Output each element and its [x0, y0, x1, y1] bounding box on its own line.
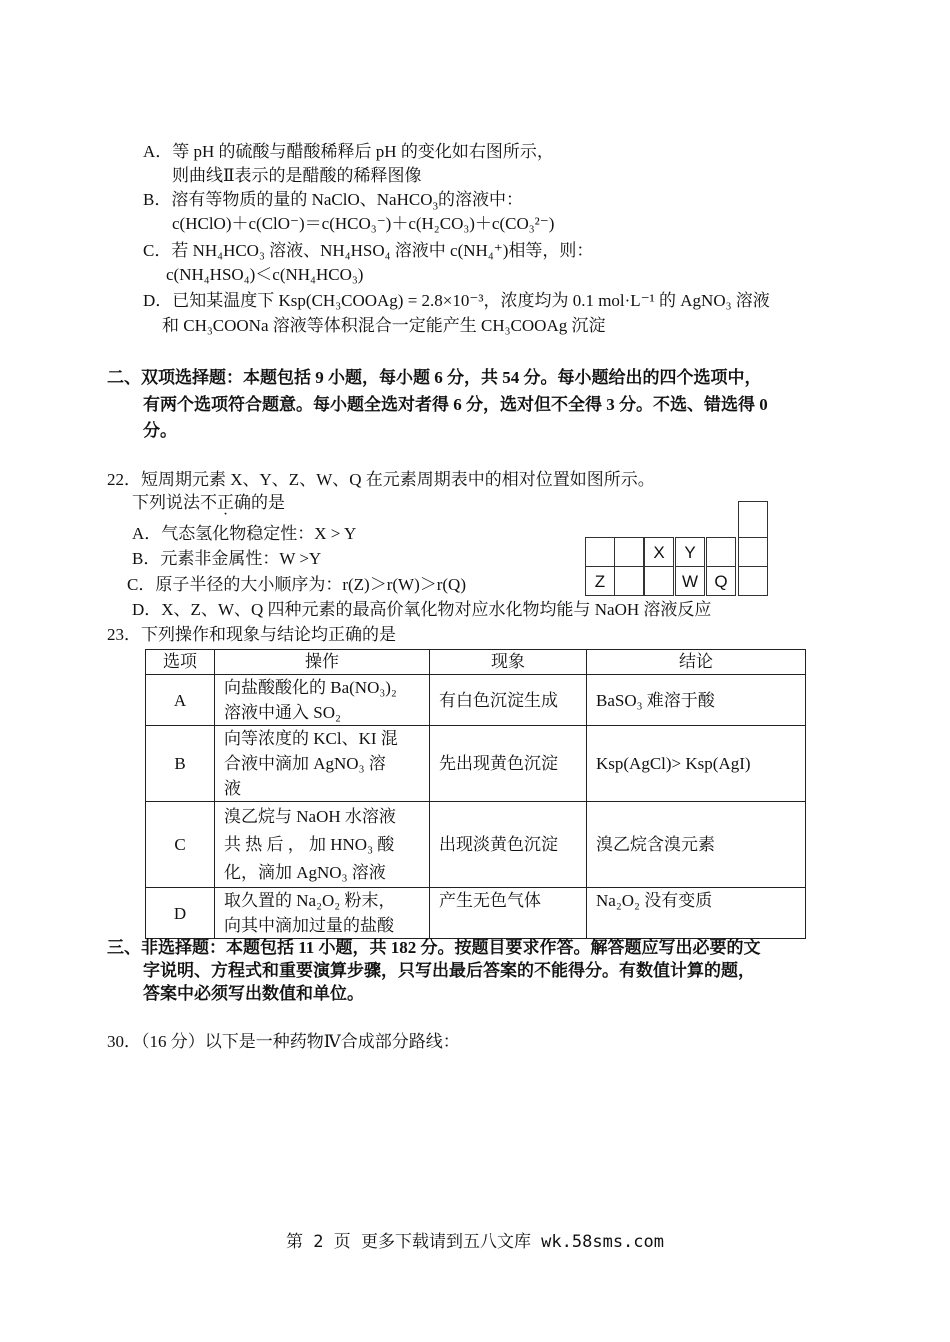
- q22-stem: 22．短周期元素 X、Y、Z、W、Q 在元素周期表中的相对位置如图所示。: [107, 470, 655, 489]
- row-operation-line: 向等浓度的 KCl、KI 混: [224, 729, 398, 748]
- section2-heading-line2: 有两个选项符合题意。每小题全选对者得 6 分，选对但不全得 3 分。不选、错选得 0: [143, 395, 768, 414]
- pt-cell-r1-c5: [706, 537, 736, 567]
- q21-option-b-line1-pre: B．溶有等物质的量的 NaClO、NaHCO: [143, 190, 433, 209]
- pt-cell-z: Z: [585, 566, 615, 596]
- row-operation-line: 取久置的 Na₂O₂ 粉末，: [224, 891, 396, 910]
- q21-option-a-line1: A．等 pH 的硫酸与醋酸稀释后 pH 的变化如右图所示，: [143, 142, 554, 161]
- row-operation-line: 共 热 后 ， 加 HNO₃ 酸: [224, 834, 395, 854]
- row-option: C: [146, 802, 215, 888]
- row-phenomenon: 产生无色气体: [430, 888, 587, 939]
- row-operation: [215, 888, 430, 939]
- header-phenomenon: 现象: [430, 650, 587, 675]
- row-conclusion: Ksp(AgCl)> Ksp(AgI): [587, 726, 806, 802]
- row-option: A: [146, 675, 215, 726]
- q22-option-b: B．元素非金属性：W >Y: [132, 549, 322, 568]
- q22-option-d: D．X、Z、W、Q 四种元素的最高价氧化物对应水化物均能与 NaOH 溶液反应: [132, 600, 712, 619]
- q21-option-b-line1: B．溶有等物质的量的 NaClO、NaHCO$_3$的溶液中：: [143, 190, 523, 213]
- row-operation-line: 向其中滴加过量的盐酸: [224, 916, 394, 935]
- q21-option-d-line2: 和 CH₃COONa 溶液等体积混合一定能产生 CH₃COOAg 沉淀: [162, 316, 606, 335]
- q21-option-d-line1: D．已知某温度下 Ksp(CH₃COOAg) = 2.8×10⁻³，浓度均为 0.1 mol·L⁻¹ 的 AgNO₃ 溶液: [143, 291, 770, 310]
- pt-cell-r1-c6: [738, 537, 768, 567]
- pt-cell-r1-c1: [585, 537, 615, 567]
- row-operation-line: 液: [224, 779, 241, 798]
- pt-cell-q: Q: [706, 566, 736, 596]
- row-option: D: [146, 888, 215, 939]
- q23-table: [145, 649, 806, 939]
- q22-emphasis-text: 不正确: [200, 493, 251, 512]
- row-option: B: [146, 726, 215, 802]
- row-phenomenon: 先出现黄色沉淀: [430, 726, 587, 802]
- page-footer: 第 2 页 更多下载请到五八文库 wk.58sms.com: [286, 1232, 664, 1252]
- pt-cell-r2-c3: [644, 566, 674, 596]
- pt-cell-r2-c6: [738, 566, 768, 596]
- q30-stem: 30．（16 分）以下是一种药物Ⅳ合成部分路线：: [107, 1032, 460, 1051]
- table-row: [146, 675, 806, 726]
- row-operation-line: 向盐酸酸化的 Ba(NO₃)₂: [224, 678, 397, 697]
- q23-stem: 23．下列操作和现象与结论均正确的是: [107, 625, 396, 644]
- row-operation-line: 合液中滴加 AgNO₃ 溶: [224, 754, 386, 773]
- header-option: 选项: [146, 650, 215, 675]
- table-header-row: [146, 650, 806, 675]
- table-row: [146, 726, 806, 802]
- pt-cell-top-right: [738, 501, 768, 538]
- section2-heading-line1: 二、双项选择题：本题包括 9 小题，每小题 6 分，共 54 分。每小题给出的四个选项中，: [107, 368, 762, 387]
- q22-option-a: A．气态氢化物稳定性：X > Y: [132, 524, 357, 543]
- row-operation-line: 化，滴加 AgNO₃ 溶液: [224, 862, 386, 882]
- row-operation-line: 溴乙烷与 NaOH 水溶液: [224, 806, 396, 826]
- q21-option-c-line2: c(NH₄HSO₄)＜c(NH₄HCO₃): [166, 265, 364, 284]
- q21-option-b-line1-post: 的溶液中：: [437, 190, 523, 209]
- section3-heading-line3: 答案中必须写出数值和单位。: [143, 984, 364, 1003]
- row-phenomenon: 出现淡黄色沉淀: [430, 802, 587, 888]
- pt-cell-r1-c2: [614, 537, 644, 567]
- q22-option-c: C．原子半径的大小顺序为：r(Z)＞r(W)＞r(Q): [127, 575, 466, 594]
- row-conclusion: BaSO₃ 难溶于酸: [587, 675, 806, 726]
- row-conclusion: 溴乙烷含溴元素: [587, 802, 806, 888]
- row-conclusion: Na₂O₂ 没有变质: [587, 888, 806, 939]
- row-operation: [215, 802, 430, 888]
- q21-option-b-line2: c(HClO)＋c(ClO⁻)＝c(HCO₃⁻)＋c(H₂CO₃)＋c(CO₃²⁻): [172, 214, 555, 233]
- pt-cell-y: Y: [675, 537, 705, 567]
- row-phenomenon: 有白色沉淀生成: [430, 675, 587, 726]
- pt-cell-r2-c2: [614, 566, 644, 596]
- section3-heading-line1: 三、非选择题：本题包括 11 小题，共 182 分。按题目要求作答。解答题应写出必要的文: [107, 938, 761, 957]
- q21-option-c-line1: C．若 NH₄HCO₃ 溶液、NH₄HSO₄ 溶液中 c(NH₄⁺)相等，则：: [143, 241, 594, 260]
- table-row: [146, 802, 806, 888]
- q22-substem: [132, 492, 285, 514]
- header-conclusion: 结论: [587, 650, 806, 675]
- row-operation-line: 溶液中通入 SO₂: [224, 703, 341, 722]
- q21-option-a-line2: 则曲线Ⅱ表示的是醋酸的稀释图像: [172, 166, 422, 185]
- header-operation: 操作: [215, 650, 430, 675]
- q22-substem-post: 的是: [251, 493, 285, 512]
- row-operation: [215, 675, 430, 726]
- q22-substem-pre: 下列说法: [132, 493, 200, 512]
- pt-cell-x: X: [644, 537, 674, 567]
- section3-heading-line2: 字说明、方程式和重要演算步骤，只写出最后答案的不能得分。有数值计算的题，: [143, 961, 755, 980]
- pt-cell-w: W: [675, 566, 705, 596]
- table-row: [146, 888, 806, 939]
- row-operation: [215, 726, 430, 802]
- section2-heading-line3: 分。: [143, 421, 177, 440]
